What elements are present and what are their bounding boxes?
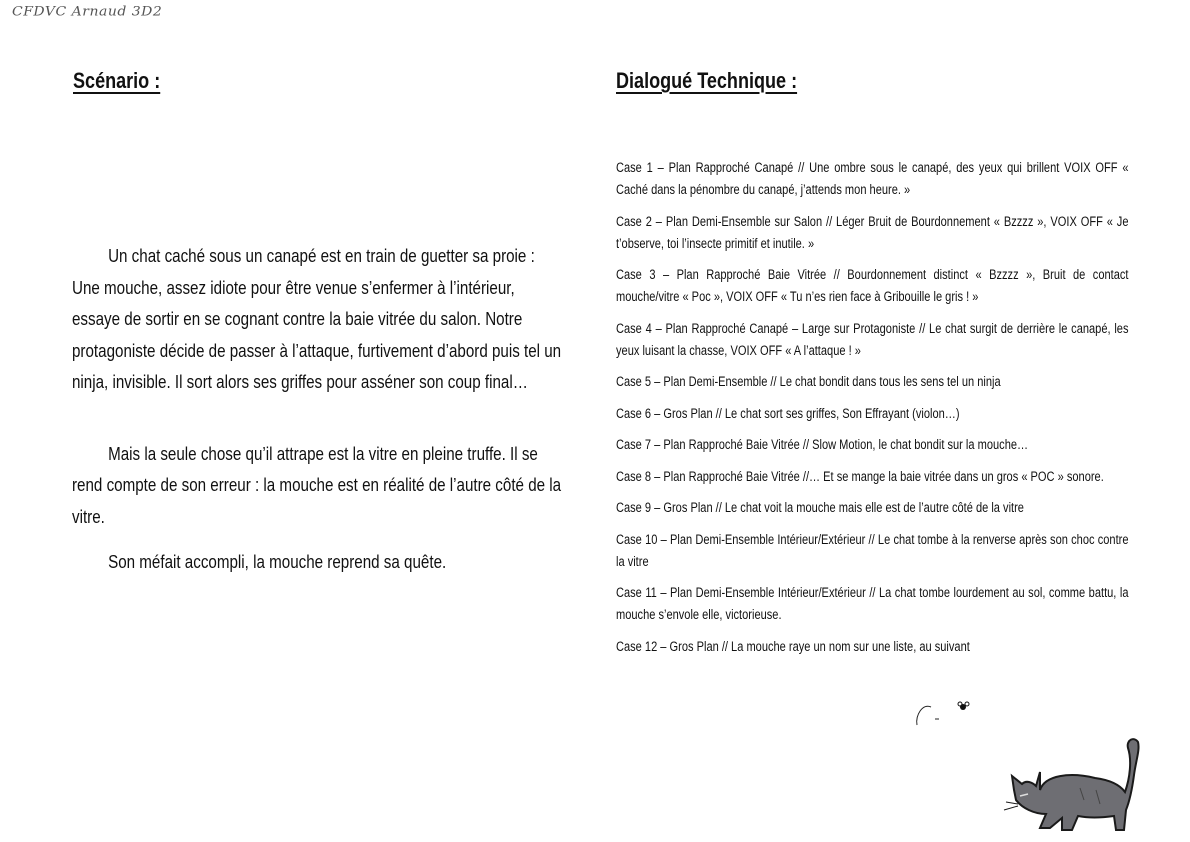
dialogue-case: Case 12 – Gros Plan // La mouche raye un nom sur une liste, au suivant [616, 638, 970, 654]
dialogue-case: Case 1 – Plan Rapproché Canapé // Une ombre sous le canapé, des yeux qui brillent VOIX OFF « Caché dans la pénombre du canapé, j’attends mon heure. » [616, 160, 1129, 197]
fly-doodle-icon [905, 695, 985, 735]
scenario-paragraph: Mais la seule chose qu’il attrape est la vitre en pleine truffe. Il se rend compte de son erreur : la mouche est en réalité de l’autre côté de la vitre. [72, 442, 562, 527]
dialogue-case: Case 4 – Plan Rapproché Canapé – Large sur Protagoniste // Le chat surgit de derrière le canapé, les yeux luisant la chasse, VOIX OFF « A l’attaque ! » [616, 320, 1129, 358]
dialogue-list [616, 157, 1129, 667]
scenario-title: Scénario : [73, 68, 161, 93]
scenario-paragraph: Un chat caché sous un canapé est en train de guetter sa proie : Une mouche, assez idiote pour être venue s’enfermer à l’intérieur, essaye de sortir en se cognant contre la baie vitrée du salon. Notre protagoniste décide de passer à l’attaque, furtivement d’abord puis tel un ninja, invisible. Il sort alors ses griffes pour asséner son coup final… [72, 245, 562, 392]
dialogue-case: Case 7 – Plan Rapproché Baie Vitrée // Slow Motion, le chat bondit sur la mouche… [616, 437, 1029, 452]
dialogue-case: Case 11 – Plan Demi-Ensemble Intérieur/Extérieur // La chat tombe lourdement au sol, comme battu, la mouche s’envole elle, victorieuse. [616, 585, 1129, 622]
handwritten-annotation: CFDVC Arnaud 3D2 [12, 4, 163, 20]
dialogue-case: Case 5 – Plan Demi-Ensemble // Le chat bondit dans tous les sens tel un ninja [616, 374, 1001, 389]
dialogue-case: Case 10 – Plan Demi-Ensemble Intérieur/Extérieur // Le chat tombe à la renverse après son choc contre la vitre [616, 531, 1129, 569]
dialogue-case: Case 8 – Plan Rapproché Baie Vitrée //… Et se mange la baie vitrée dans un gros « POC » sonore. [616, 468, 1104, 484]
dialogue-title: Dialogué Technique : [616, 68, 798, 93]
scenario-text [72, 240, 564, 578]
cat-body [1012, 739, 1139, 830]
dialogue-case: Case 2 – Plan Demi-Ensemble sur Salon // Léger Bruit de Bourdonnement « Bzzzz », VOIX OFF « Je t’observe, toi l’insecte primitif et inutile. » [616, 213, 1129, 251]
scenario-paragraph: Son méfait accompli, la mouche reprend sa quête. [108, 551, 447, 572]
dialogue-case: Case 9 – Gros Plan // Le chat voit la mouche mais elle est de l’autre côté de la vitre [616, 500, 1024, 515]
dialogue-case: Case 6 – Gros Plan // Le chat sort ses griffes, Son Effrayant (violon…) [616, 405, 960, 421]
dialogue-case: Case 3 – Plan Rapproché Baie Vitrée // Bourdonnement distinct « Bzzzz », Bruit de contact mouche/vitre « Poc », VOIX OFF « Tu n’es rien face à Gribouille le gris ! » [616, 267, 1129, 304]
cat-illustration-icon [1000, 730, 1160, 840]
